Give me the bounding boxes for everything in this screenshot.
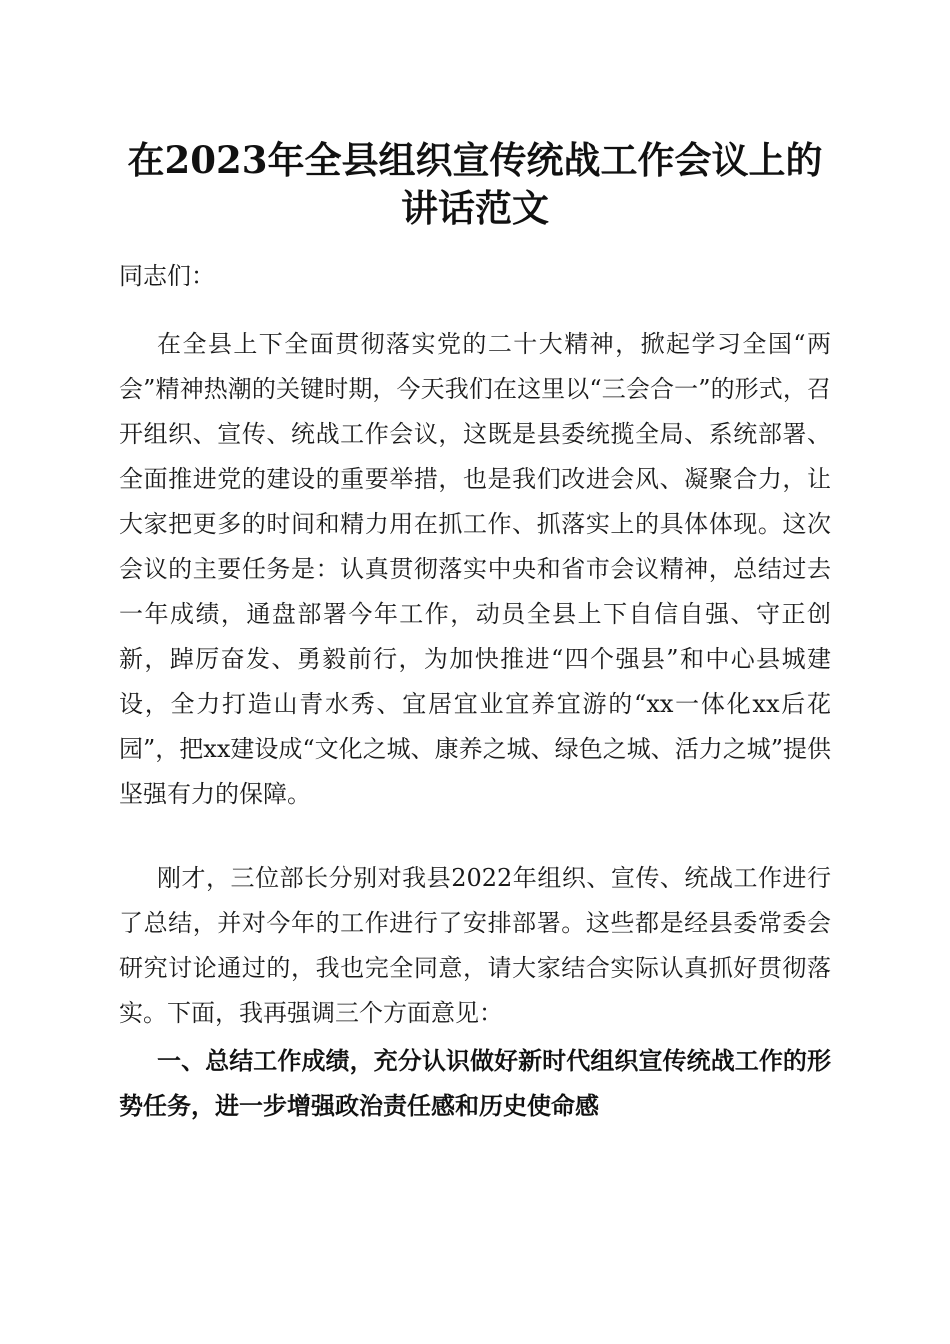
paragraph-summary: 刚才，三位部长分别对我县2022年组织、宣传、统战工作进行了总结，并对今年的工作进行了安排部署。这些都是经县委常委会研究讨论通过的，我也完全同意，请大家结合实际认真抓好贯彻落实。下面，我再强调三个方面意见： xyxy=(119,864,831,1027)
salutation: 同志们： xyxy=(119,262,215,290)
paragraph-intro: 在全县上下全面贯彻落实党的二十大精神，掀起学习全国“两会”精神热潮的关键时期，今天我们在这里以“三会合一”的形式，召开组织、宣传、统战工作会议，这既是县委统揽全局、系统部署、全面推进党的建设的重要举措，也是我们改进会风、凝聚合力，让大家把更多的时间和精力用在抓工作、抓落实上的具体体现。这次会议的主要任务是：认真贯彻落实中央和省市会议精神，总结过去一年成绩，通盘部署今年工作，动员全县上下自信自强、守正创新，踔厉奋发、勇毅前行，为加快推进“四个强县”和中心县城建设，全力打造山青水秀、宜居宜业宜养宜游的“xx一体化xx后花园”，把xx建设成“文化之城、康养之城、绿色之城、活力之城”提供坚强有力的保障。 xyxy=(119,330,831,808)
document-title: 在2023年全县组织宣传统战工作会议上的讲话范文 xyxy=(127,138,823,230)
section-heading-1: 一、总结工作成绩，充分认识做好新时代组织宣传统战工作的形势任务，进一步增强政治责任感和历史使命感 xyxy=(119,1047,831,1120)
